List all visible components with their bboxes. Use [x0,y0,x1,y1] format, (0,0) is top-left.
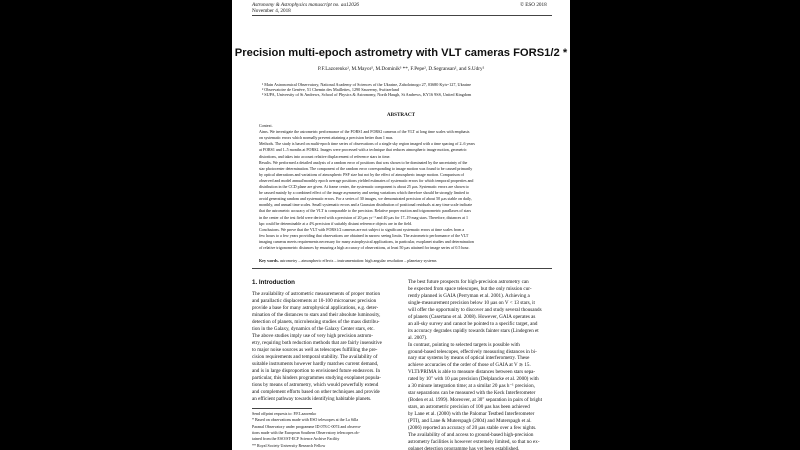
body-text-line: tions by means of astrometry, which would powerfully extend [252,382,379,388]
body-text-line: In contrast, pointing to selected targets is possible with [408,341,520,348]
body-text-line: etry, requiring both reduction methods that are fairly insensitive [252,340,382,346]
footnote-rule [252,408,312,409]
affiliation: ¹ Main Astronomical Observatory, National Academy of Sciences of the Ukraine, Zabolotnogo 27, 03680 Kyiv-127, Ukraine [262,82,472,87]
abstract-line: on systematic errors which normally prevent attaining a precision better than 1 mas. [259,135,394,141]
body-text-line: VLTI/PRIMA is able to measure distances between stars sepa- [408,369,536,376]
body-text-line: rated by 10" with 10 μas precision (Delplancke et al. 2000) with [408,376,539,383]
abstract-line: imaging cameras meets requirements necessary for many astrophysical applications, in particular, exoplanet studies and determination [259,238,474,244]
body-text-line: be expected from space telescopes, but the only mission cur- [408,285,532,292]
body-text-line: astrometry facilities is however extremely limited, so that no ex- [408,438,540,445]
body-text-line: provide a base for many astrophysical applications, e.g. deter- [252,305,379,311]
abstract-line: distortions, and takes into account relative displacement of reference stars in time. [259,153,391,159]
body-text-line: (PTI), and Lane & Muterspagh (2004) and Muterspagh et al. [408,418,532,424]
keywords-line [259,258,437,263]
journal-line: Astronomy & Astrophysics manuscript no. aa12026 [252,2,360,8]
abstract-line: Methods. The study is based on multi-epoch time series of observations of a single sky region imaged with a time spacing of 2–6 years [259,141,475,147]
header-rule [252,15,552,16]
abstract-line: Context. [259,123,273,128]
body-text-line: (Boden et al. 1999). Moreover, at 30" separation in pairs of bright [408,397,542,404]
abstract-line: at FORS1 and 1–5 months at FORS2. Images were processed with a technique that reduces atmospheric image motion, geometric [259,147,467,153]
body-text-line: by Lane et al. (2000) with the Palomar Testbed Interferometer [408,411,535,418]
copyright-notice: © ESO 2018 [520,2,547,8]
body-text-line: nary star systems by means of optical interferometry. These [408,355,530,362]
abstract-heading: ABSTRACT [386,112,416,118]
keywords-text: astrometry – atmospheric effects – instrumentation: high angular resolution – planetary systems [279,258,437,263]
abstract-line: Conclusions. We prove that the VLT with FORS1/2 cameras are not subject to significant systematic errors at time scales from a [259,226,465,232]
body-text-line: The best future prospects for high-precision astrometry can [408,279,529,285]
footnote-line: Send offprint requests to: P.F.Lazorenko [252,411,317,416]
body-text-line: oplanet detection programme has yet been established. [408,445,520,450]
body-text-line: The availability of and access to ground-based high-precision [408,431,534,438]
abstract-line: few hours to a few years providing that observations are obtained in narrow seeing limits. The astrometric performance of the VLT [259,232,469,238]
paper-title: Precision multi-epoch astrometry with VLT cameras FORS1/2 * [234,47,568,59]
footnote-line: * Based on observations made with ESO telescopes at the La Silla [252,417,359,423]
abstract-line: observed and model annual/monthly epoch average positions yielded estimates of systematic errors for which temporal properties and [259,177,474,183]
body-text-line: and complement efforts based on other techniques and provide [252,389,380,395]
footnote-line: tained from the ESO/ST-ECF Science Archive Facility [252,436,340,442]
body-text-line: particular, this hinders programmes studying exoplanet popula- [252,375,381,381]
body-text-line: single-measurement precision below 10 μas on V < 13 stars, it [408,299,535,306]
body-text-line: will offer the opportunity to discover and study several thousands [408,306,542,313]
body-text-line: its accuracy degrades rapidly towards fainter stars (Lindegren et [408,327,539,334]
abstract-line: by optical aberrations and variations of atmospheric PSF size but not by the effect of atmospheric image motion. Comparison of [259,171,464,177]
manuscript-date: November 4, 2018 [252,8,291,14]
abstract-line: star photocenter determination. The component of the random error corresponding to image motion was found to be caused primarily [259,165,473,171]
body-text-line: an efficient pathway towards identifying habitable planets. [252,396,372,402]
keywords-label: Key words. [259,258,279,263]
author-list: P.F.Lazorenko¹, M.Mayor², M.Dominik³ **, F.Pepe², D.Segransan², and S.Udry² [317,66,485,72]
body-text-line: a 30 minute integration time; at a similar 20 μas h⁻¹ precision, [408,383,535,390]
body-text-line: ground-based telescopes, effectively measuring distances in bi- [408,348,537,355]
abstract-line: be caused mainly by a combined effect of the image asymmetry and seeing variations which therefore should be strongly limited to [259,190,470,196]
abstract-line: distribution in the CCD plane are given. At frame center, the systematic component is about 25 μas. Systematic errors are shown to [259,184,469,189]
abstract-line: of relative trigonometric distances by ensuring a high accuracy of observations, at least 50 μas attained for image series of 0.5 hour. [259,245,470,250]
body-text-line: tion in the Galaxy, dynamics of the Galaxy Center stars, etc. [252,326,375,332]
abstract-line: Results. We performed a detailed analysis of a random error of positions that was shown to be dominated by the uncertainty of the [259,159,468,165]
abstract-line: in the center of the test field were derived with a precision of 20 μas yr⁻¹ and 40 μas for 17–19 mag stars. Therefore, distances at 1 [259,214,469,220]
body-text-line: and is in large disproportion to envisioned future endeavors. In [252,368,381,374]
body-text-line: stars, an astrometric precision of 100 μas has been achieved [408,404,530,411]
abstract-rule [252,268,552,269]
footnote-line: Paranal Observatory under programme ID 078.C-0074 and observa- [252,423,362,429]
body-text-line: of planets (Casertano et al. 2008). However, GAIA operates as [408,313,536,320]
affiliation: ² Observatoire de Genève, 51 Chemin des Maillettes, 1290 Sauverny, Switzerland [262,87,399,92]
body-text-line: rently planned is GAIA (Perryman et al. 2001). Achieving a [408,292,530,299]
body-text-line: star separations can be measured with the Keck Interferometer [408,390,536,397]
body-text-line: an all-sky survey and cannot be pointed to a specific target, and [408,320,538,327]
abstract-line: that the astrometric accuracy of the VLT is comparable to the precision. Relative proper motion and trigonometric parallaxes of stars [259,208,472,214]
footnote-line: tions made with the European Southern Observatory telescopes ob- [252,429,360,435]
paper-page [232,0,570,450]
body-text-line: The above studies imply use of very high precision astrom- [252,333,373,339]
body-text-line: and parallactic displacements at 10-100 microarsec precision [252,298,377,304]
body-text-line: (2006) reported an accuracy of 20 μas stable over a few nights. [408,424,537,431]
abstract-line: avoid generating random and systematic errors. For a series of 30 images, we demonstrated precision of about 50 μas stable on daily, [259,196,472,202]
body-text-line: mination of the distances to stars and their absolute luminosity, [252,312,381,318]
body-text-line: detection of planets, microlensing studies of the mass distribu- [252,319,380,325]
body-text-line: suitable instruments however hardly matches current demand, [252,361,379,367]
body-text-line: al. 2007). [408,334,428,341]
abstract-line: Aims. We investigate the astrometric performance of the FORS1 and FORS2 cameras of the VLT at long time scales with emphasis [259,129,470,135]
body-text-line: The availability of astrometric measurements of proper motion [252,291,381,297]
abstract-line: kpc could be determinable at a 4% precision if suitably distant reference objects are in the field. [259,220,413,226]
body-text-line: achieve accuracies of the order of those of GAIA at V ≳ 15. [408,362,531,369]
section-heading-introduction: 1. Introduction [252,279,295,286]
affiliation: ³ SUPA, University of St Andrews, School of Physics & Astronomy, North Haugh, St Andrews, KY16 9SS, United Kingdom [262,92,472,97]
footnote-line: ** Royal Society University Research Fellow [252,442,326,448]
body-text-line: cision requirements and temporal stability. The availability of [252,354,378,360]
body-text-line: to major noise sources as well as telescopes fulfilling the pre- [252,347,378,353]
abstract-line: monthly, and annual time scales. Small systematic errors and a Gaussian distribution of positional residuals at any time scale indicate [259,202,473,208]
